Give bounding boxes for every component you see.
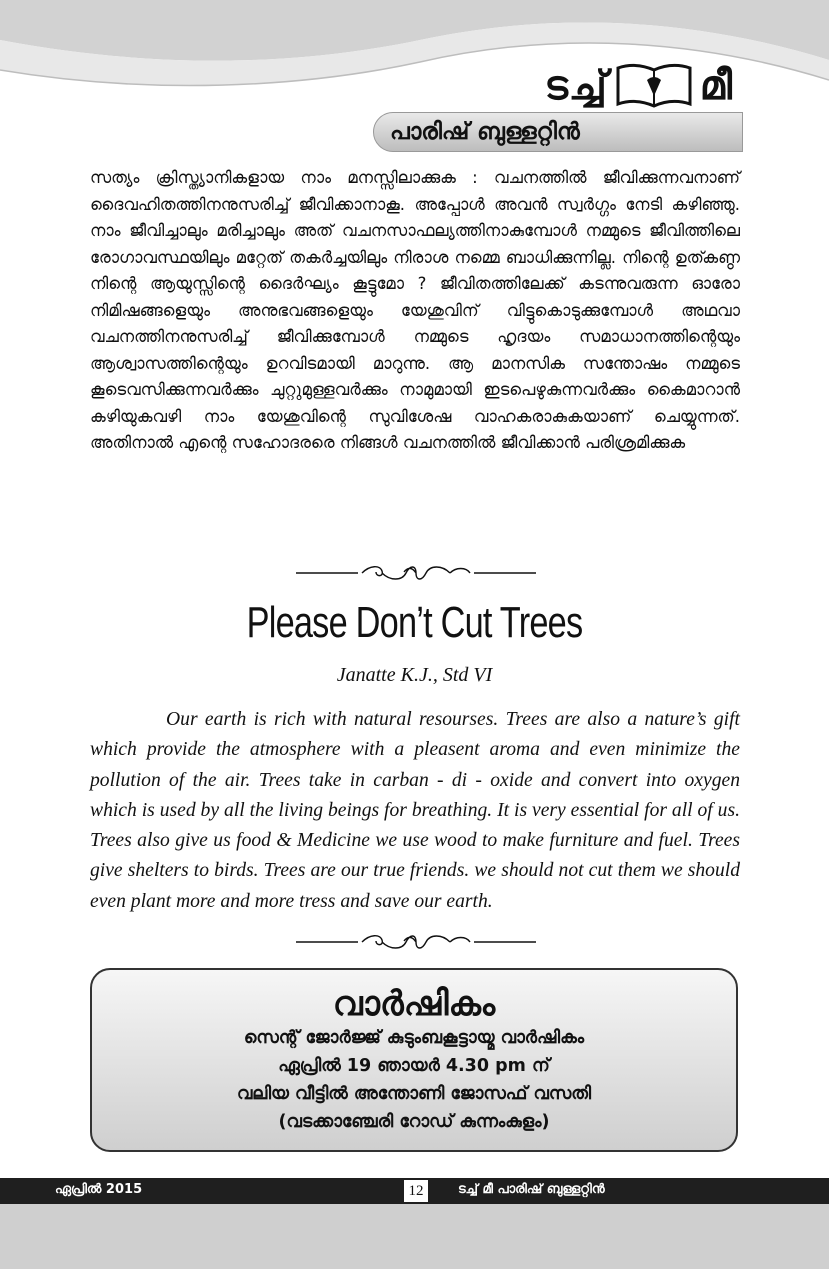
article-author: Janatte K.J., Std VI xyxy=(336,664,493,686)
parish-bulletin-title: പാരിഷ് ബുള്ളറ്റിൻ xyxy=(390,119,580,145)
brand-word: ടച്ച് xyxy=(544,63,608,109)
bottom-margin-band xyxy=(0,1204,829,1269)
announcement-venue: വലിയ വീട്ടിൽ അന്തോണി ജോസഫ് വസതി xyxy=(236,1084,592,1104)
announcement-title: വാർഷികം xyxy=(332,984,496,1024)
brand-suffix: മീ xyxy=(699,63,733,109)
footer-date: ഏപ്രിൽ 2015 xyxy=(55,1182,143,1197)
footer-publication: ടച്ച് മീ പാരിഷ് ബുള്ളറ്റിൻ xyxy=(458,1182,605,1197)
page-number: 12 xyxy=(404,1180,428,1202)
announcement-date-time: ഏപ്രിൽ 19 ഞായർ 4.30 pm ന് xyxy=(278,1056,550,1076)
english-article-body xyxy=(90,705,740,917)
open-book-icon xyxy=(614,62,694,110)
ornamental-divider xyxy=(296,563,536,583)
announcement-event-name: സെന്റ് ജോർജ്ജ് കുടുംബകൂട്ടായ്മ വാർഷികം xyxy=(243,1028,585,1048)
anniversary-announcement-box xyxy=(90,968,738,1152)
english-article-text: Our earth is rich with natural resourses. Trees are also a nature’s gift which provide the atmosphere with a pleasent aroma and even minimize the pollution of the air. Trees take in carban - di - oxide and convert into oxygen which is used by all the living beings for breathing. It is very essential for all of us. Trees also give us food & Medicine we use wood to make furniture and fuel. Trees give shelters to birds. Trees are our true friends. we should not cut them we should even plant more and more tress and save our earth. xyxy=(90,709,740,912)
ornamental-divider xyxy=(296,932,536,952)
parish-bulletin-banner xyxy=(373,112,743,152)
article-title: Please Don’t Cut Trees xyxy=(246,598,583,647)
brand-logo xyxy=(544,62,733,110)
announcement-address: (വടക്കാഞ്ചേരി റോഡ് കുന്നംകുളം) xyxy=(278,1112,550,1132)
footer-bar xyxy=(0,1178,829,1204)
malayalam-article-body: സത്യം ക്രിസ്ത്യാനികളായ നാം മനസ്സിലാക്കുക : വചനത്തിൽ ജീവിക്കുന്നവനാണ് ദൈവഹിതത്തിനനുസരിച്ച് ജീവിക്കാനാകൂ. അപ്പോൾ അവൻ സ്വർഗ്ഗം നേടി കഴിഞ്ഞു. നാം ജീവിച്ചാലും മരിച്ചാലും അത് വചനസാഫല്യത്തിനാകുമ്പോൾ നമ്മുടെ ജീവിത്തിലെ രോഗാവസ്ഥയിലും മറ്റേത് തകർച്ചയിലും നിരാശ നമ്മെ ബാധിക്കുന്നില്ല. നിന്റെ ഉത്കണ്ഠ നിന്റെ ആയുസ്സിന്റെ ദൈർഘ്യം കൂട്ടുമോ ? ജീവിതത്തിലേക്ക് കടന്നുവരുന്ന ഓരോ നിമിഷങ്ങളെയും അനുഭവങ്ങളെയും യേശുവിന് വിട്ടുകൊടുക്കുമ്പോൾ അഥവാ വചനത്തിനനുസരിച്ച് ജീവിക്കുമ്പോൾ നമ്മുടെ ഹൃദയം സമാധാനത്തിന്റെയും ആശ്വാസത്തിന്റെയും ഉറവിടമായി മാറുന്നു. ആ മാനസിക സന്തോഷം നമ്മുടെ കൂടെവസിക്കുന്നവർക്കും ചുറ്റുമുള്ളവർക്കും നാമുമായി ഇടപെഴുകുന്നവർക്കും കൈമാറാൻ കഴിയുകവഴി നാം യേശുവിന്റെ സുവിശേഷ വാഹകരാകുകയാണ് ചെയ്യുന്നത്. അതിനാൽ എന്റെ സഹോദരരെ നിങ്ങൾ വചനത്തിൽ ജീവിക്കാൻ പരിശ്രമിക്കുക xyxy=(90,168,740,452)
